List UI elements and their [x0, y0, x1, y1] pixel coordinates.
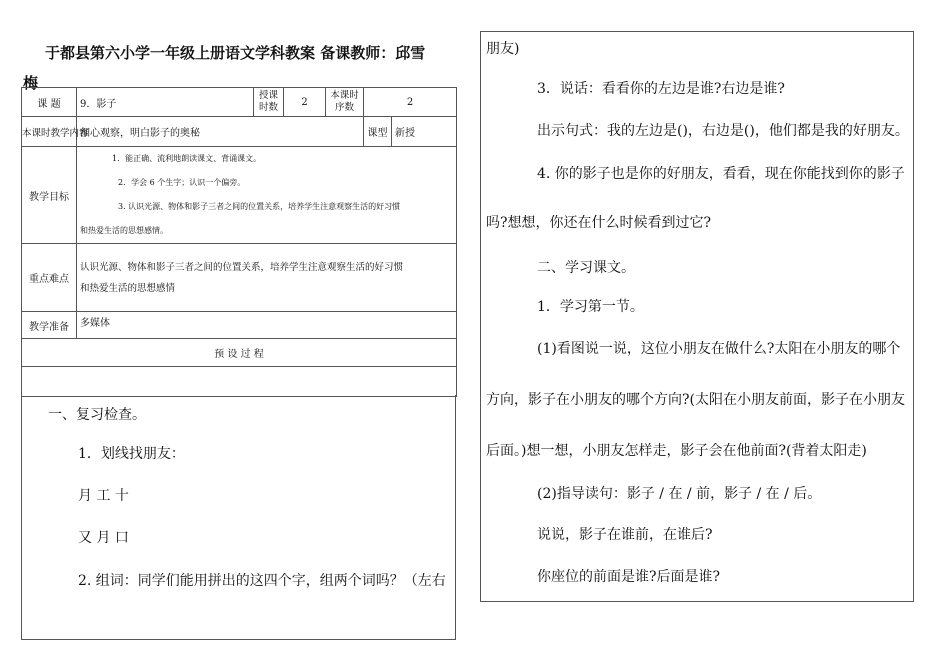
right-line: (1)看图说一说，这位小朋友在做什么?太阳在小朋友的哪个 [537, 341, 901, 357]
topic-value: 9．影子 [77, 88, 254, 117]
title-line-2: 梅 [23, 74, 39, 92]
right-line: 吗?想想，你还在什么时候看到过它? [486, 215, 712, 231]
label-goals: 教学目标 [22, 147, 77, 244]
left-content-box [21, 395, 456, 640]
process-header: 预 设 过 程 [22, 339, 457, 367]
right-line: 朋友) [486, 41, 520, 57]
label-hours: 授课时数 [254, 88, 284, 117]
order-value: 2 [364, 88, 457, 117]
lesson-plan-table [21, 87, 457, 397]
label-prep: 教学准备 [22, 312, 77, 339]
key-line: 认识光源、物体和影子三者之间的位置关系，培养学生注意观察生活的好习惯 [80, 261, 404, 273]
right-line: 方向，影子在小朋友的哪个方向?(太阳在小朋友前面，影子在小朋友 [486, 392, 905, 408]
right-line: 3．说话：看看你的左边是谁?右边是谁? [537, 81, 785, 97]
left-line: 月 工 十 [78, 488, 129, 504]
section-review: 一、复习检查。 [48, 407, 146, 423]
goal-item: 2．学会 6 个生字；认识一个偏旁。 [118, 178, 246, 187]
title-line-1: 于都县第六小学一年级上册语文学科教案 备课教师：邱雪 [45, 44, 426, 62]
type-value: 新授 [392, 117, 457, 147]
goal-item: 和热爱生活的思想感情。 [80, 226, 168, 235]
right-line: 后面。)想一想，小朋友怎样走，影子会在他前面?(背着太阳走) [486, 443, 867, 459]
key-line: 和热爱生活的思想感情 [80, 282, 176, 294]
label-order: 本课时序数 [326, 88, 364, 117]
goal-item: 1．能正确、流利地朗读课文、背诵课文。 [112, 154, 262, 163]
hours-value: 2 [284, 88, 326, 117]
left-line: 2. 组词：同学们能用拼出的这四个字，组两个词吗？（左右 [78, 573, 446, 589]
key-points [77, 244, 457, 312]
right-line: 说说，影子在谁前，在谁后? [537, 527, 713, 543]
label-topic: 课 题 [22, 88, 77, 117]
left-line: 1．划线找朋友： [78, 446, 185, 462]
empty-row [22, 367, 457, 397]
label-content: 本课时教学内容 [22, 117, 77, 147]
right-line: 你座位的前面是谁?后面是谁? [537, 569, 721, 585]
right-line: 4. 你的影子也是你的好朋友，看看，现在你能找到你的影子 [537, 166, 905, 182]
label-type: 课型 [364, 117, 392, 147]
right-content-box [480, 31, 914, 602]
section-study-text: 二、学习课文。 [537, 260, 635, 276]
content-value: 细心观察，明白影子的奥秘 [77, 117, 364, 147]
label-key-points: 重点难点 [22, 244, 77, 312]
goals-list [77, 147, 457, 244]
left-line: 又 月 口 [78, 530, 129, 546]
goal-item: 3. 认识光源、物体和影子三者之间的位置关系，培养学生注意观察生活的好习惯 [118, 202, 401, 211]
right-line: 1．学习第一节。 [537, 299, 644, 315]
prep-value: 多媒体 [77, 312, 457, 339]
right-line: 出示句式：我的左边是()，右边是()，他们都是我的好朋友。 [537, 123, 909, 139]
right-line: (2)指导读句：影子 / 在 / 前，影子 / 在 / 后。 [537, 486, 822, 502]
